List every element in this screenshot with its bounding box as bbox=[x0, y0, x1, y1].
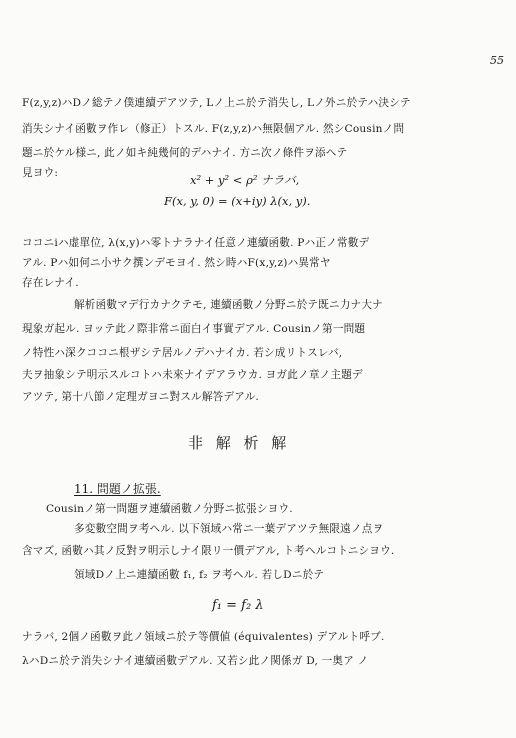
formula-2: F(x, y, 0) = (x+iy) λ(x, y). bbox=[164, 194, 311, 208]
chapter-heading: 非 解 析 解 bbox=[188, 434, 291, 452]
text-line-2: 消失シナイ函數ヲ作レ（修正）トスル. F(z,y,z)ハ無限個アル. 然シCousinノ問 bbox=[22, 123, 405, 135]
text-line-15: 含マズ, 函數ハ其ノ反對ヲ明示しナイ限リ一價デアル, ト考ヘルコトニシヨウ. bbox=[22, 545, 395, 557]
text-line-1: F(z,y,z)ハDノ総テノ僕連續デアツテ, Lノ上ニ於テ消失し, Lノ外ニ於テハ決シテ bbox=[22, 97, 411, 109]
text-line-18: λハDニ於テ消失シナイ連續函數デアル. 又若シ此ノ関係ガ D, 一奥ア ノ bbox=[22, 655, 369, 667]
text-line-12: アツテ, 第十八節ノ定理ガヨニ對スル解答デアル. bbox=[22, 391, 259, 403]
text-line-8: 解析函數マデ行カナクテモ, 連續函數ノ分野ニ於テ既ニ力ナ大ナ bbox=[74, 299, 383, 311]
text-line-17: ナラバ, 2個ノ函數ヲ此ノ領域ニ於テ等價値 (équivalentes) デアルト呼ブ. bbox=[22, 631, 385, 643]
formula-3: f₁ = f₂ λ bbox=[212, 598, 264, 613]
text-line-11: 夫ヲ抽象シテ明示スルコトハ未來ナイデアラウカ. ヨガ此ノ章ノ主題デ bbox=[22, 369, 363, 381]
text-line-3: 題ニ於ケル様ニ, 此ノ如キ純幾何的デハナイ. 方ニ次ノ條件ヲ添ヘテ bbox=[22, 147, 348, 159]
text-line-7: 存在レナイ. bbox=[22, 277, 79, 289]
text-line-5: ココニiハ虚單位, λ(x,y)ハ零トナラナイ任意ノ連續函數. Pハ正ノ常數デ bbox=[22, 237, 370, 249]
formula-1: x² + y² < ρ² ナラバ, bbox=[190, 173, 300, 187]
section-title-text: 11. 問題ノ拡張. bbox=[74, 482, 161, 496]
text-line-14: 多変數空間ヲ考ヘル. 以下領域ハ常ニ一葉デアツテ無限遠ノ点ヲ bbox=[74, 523, 384, 535]
text-line-4: 見ヨウ: bbox=[22, 167, 59, 179]
section-title bbox=[74, 480, 161, 497]
page-number: 55 bbox=[490, 54, 504, 67]
text-line-10: ノ特性ハ深クココニ根ザシテ居ルノデハナイカ. 若シ成リトスレバ, bbox=[22, 347, 343, 359]
text-line-13: Cousinノ第一問題ヲ連續函數ノ分野ニ拡張シヨウ. bbox=[46, 503, 293, 515]
text-line-16: 領域Dノ上ニ連續函數 f₁, f₂ ヲ考ヘル. 若しDニ於テ bbox=[74, 569, 325, 581]
text-line-6: アル. Pハ如何ニ小サク撰ンデモヨイ. 然シ時ハF(x,y,z)ハ異常ヤ bbox=[22, 257, 331, 269]
text-line-9: 現象ガ起ル. ヨッテ此ノ際非常ニ面白イ事實デアル. Cousinノ第一問題 bbox=[22, 323, 366, 335]
